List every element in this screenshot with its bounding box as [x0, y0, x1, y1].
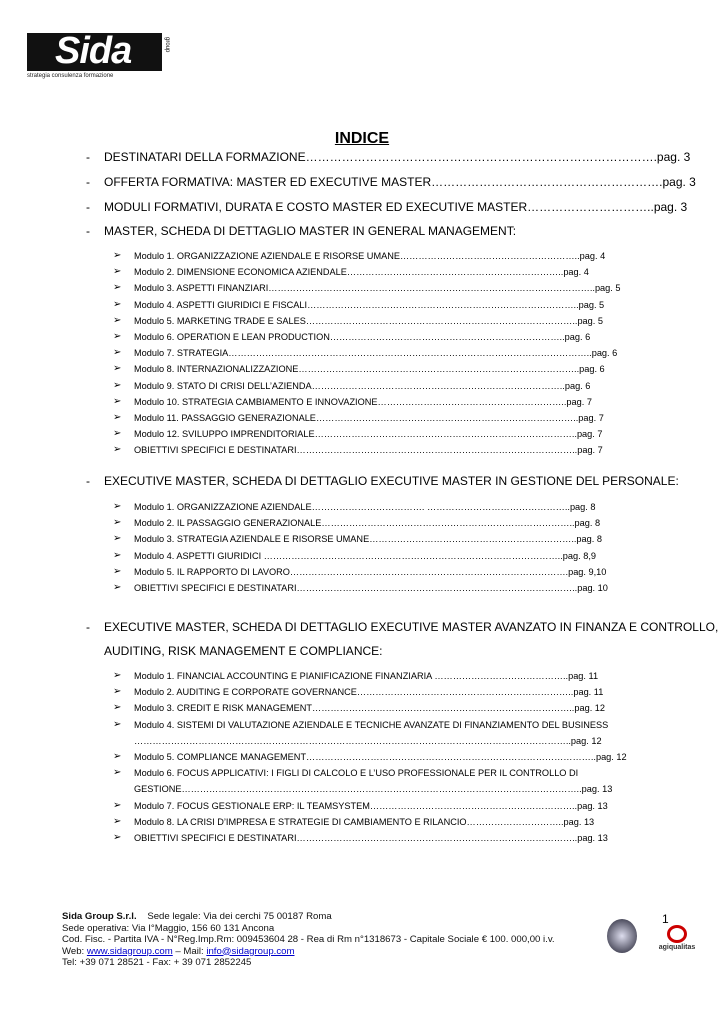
sida-logo	[27, 30, 172, 79]
arrow-bullet-icon: ➢	[113, 428, 122, 440]
dash-bullet: -	[86, 474, 90, 488]
toc-sub-entry-text: Modulo 3. STRATEGIA AZIENDALE E RISORSE UMANE…………………………………………………………..pag. 8	[134, 534, 602, 545]
phone-fax: Tel: +39 071 28521 - Fax: + 39 071 2852245	[62, 957, 252, 968]
toc-sub-entry-text: Modulo 6. FOCUS APPLICATIVI: I FIGLI DI CALCOLO E L’USO PROFESSIONALE PER IL CONTROLLO DI	[134, 768, 579, 779]
arrow-bullet-icon: ➢	[113, 444, 122, 456]
arrow-bullet-icon: ➢	[113, 686, 122, 698]
operative-address: Sede operativa: Via I°Maggio, 156 60 131 Ancona	[62, 922, 275, 934]
toc-entry-text: EXECUTIVE MASTER, SCHEDA DI DETTAGLIO EXECUTIVE MASTER AVANZATO IN FINANZA E CONTROLLO,	[104, 620, 719, 634]
toc-sub-entry-text: GESTIONE…………………………………………………………………………………………………………………..pag. 13	[134, 784, 613, 795]
dash-bullet: -	[86, 175, 90, 189]
toc-sub-entry-text: OBIETTIVI SPECIFICI E DESTINATARI………………………………………………………………………………..pag. 7	[134, 445, 603, 456]
toc-sub-entry-text: Modulo 5. MARKETING TRADE E SALES……………………………………………………………………………..pag. 5	[134, 315, 603, 326]
toc-entry-text: MASTER, SCHEDA DI DETTAGLIO MASTER IN GENERAL MANAGEMENT:	[104, 224, 517, 238]
web-label: Web:	[62, 945, 87, 957]
email-link[interactable]: info@sidagroup.com	[206, 945, 295, 957]
toc-entry-text: AUDITING, RISK MANAGEMENT E COMPLIANCE:	[104, 644, 383, 658]
agiqualitas-label: agiqualitas	[658, 944, 696, 951]
toc-sub-entry-text: Modulo 11. PASSAGGIO GENERAZIONALE…………………………………………………………………………..pag. 7	[134, 413, 604, 423]
toc-sub-entry-text: Modulo 2. DIMENSIONE ECONOMICA AZIENDALE……………………………………………………………..pag. 4	[134, 267, 589, 278]
arrow-bullet-icon: ➢	[113, 266, 122, 278]
dash-bullet: -	[86, 200, 90, 214]
arrow-bullet-icon: ➢	[113, 702, 122, 714]
arrow-bullet-icon: ➢	[113, 347, 122, 359]
dash-bullet: -	[86, 224, 90, 238]
toc-sub-entry-text: Modulo 9. STATO DI CRISI DELL’AZIENDA………………………………………………………………………..pag. 6	[134, 380, 591, 391]
toc-sub-entry-text: Modulo 10. STRATEGIA CAMBIAMENTO E INNOVAZIONE……………………………………………………..pag. 7	[134, 396, 592, 407]
toc-sub-entry-text: OBIETTIVI SPECIFICI E DESTINATARI………………………………………………………………………………..pag. 10	[134, 583, 608, 593]
agiqualitas-logo	[657, 925, 697, 961]
toc-sub-entry-text: Modulo 5. IL RAPPORTO DI LAVORO……………………………………………………………………………….pag. 9,10	[134, 566, 607, 577]
arrow-bullet-icon: ➢	[113, 815, 122, 827]
arrow-bullet-icon: ➢	[113, 314, 122, 326]
arrow-bullet-icon: ➢	[113, 670, 122, 681]
dash-bullet: -	[86, 620, 90, 634]
page-title: INDICE	[334, 130, 390, 147]
toc-sub-entry-text: OBIETTIVI SPECIFICI E DESTINATARI………………………………………………………………………………..pag. 13	[134, 833, 608, 843]
dash-bullet: -	[86, 150, 90, 164]
arrow-bullet-icon: ➢	[113, 331, 122, 342]
arrow-bullet-icon: ➢	[113, 549, 122, 561]
fiscal-info: Cod. Fisc. - Partita IVA - N°Reg.Imp.Rm: 009453604 28 - Rea di Rm n°1318673 - Capitale Sociale € 100. 000,00 i.v.	[62, 934, 555, 945]
toc-sub-entry-text: Modulo 12. SVILUPPO IMPRENDITORIALE…………………………………………………………………………..pag. 7	[134, 429, 603, 440]
page-number: 1	[662, 912, 669, 926]
logo-word: Sida	[55, 30, 132, 72]
toc-sub-entry-text: ……………………………………………………………………………………………………………………………..pag. 12	[134, 735, 602, 746]
toc-sub-entry-text: Modulo 1. ORGANIZZAZIONE AZIENDALE E RISORSE UMANE…………………………………………………..pag. 4	[134, 251, 606, 261]
toc-sub-entry-text: Modulo 8. INTERNAZIONALIZZAZIONE………………………………………………………………………………..pag. 6	[134, 364, 605, 375]
arrow-bullet-icon: ➢	[113, 767, 122, 779]
page-footer	[62, 911, 555, 969]
toc-entry-text: EXECUTIVE MASTER, SCHEDA DI DETTAGLIO EXECUTIVE MASTER IN GESTIONE DEL PERSONALE:	[104, 474, 679, 488]
agiqualitas-ring-icon	[667, 925, 687, 943]
arrow-bullet-icon: ➢	[113, 501, 122, 512]
toc-sub-entry-text: Modulo 1. FINANCIAL ACCOUNTING E PIANIFICAZIONE FINANZIARIA ……………………………………..pag. 11	[134, 671, 599, 681]
toc-sub-entry-text: Modulo 4. SISTEMI DI VALUTAZIONE AZIENDALE E TECNICHE AVANZATE DI FINANZIAMENTO DEL BUSINESS	[134, 719, 609, 730]
arrow-bullet-icon: ➢	[113, 517, 122, 529]
arrow-bullet-icon: ➢	[113, 832, 122, 843]
arrow-bullet-icon: ➢	[113, 282, 122, 294]
arrow-bullet-icon: ➢	[113, 582, 122, 593]
arrow-bullet-icon: ➢	[113, 298, 122, 310]
footer-line-legal	[62, 911, 555, 923]
toc-sub-entry-text: Modulo 6. OPERATION E LEAN PRODUCTION…………………………………………………………………..pag. 6	[134, 332, 591, 342]
toc-sub-entry-text: Modulo 1. ORGANIZZAZIONE AZIENDALE………………………………. ………………………………………..pag. 8	[134, 502, 596, 512]
toc-entry-text: DESTINATARI DELLA FORMAZIONE…………………………………………………………………………….pag. 3	[104, 150, 691, 164]
toc-sub-entry-text: Modulo 3. ASPETTI FINANZIARI……………………………………………………………………………………………..pag. 5	[134, 283, 621, 294]
accredia-seal-icon	[607, 919, 637, 953]
arrow-bullet-icon: ➢	[113, 363, 122, 375]
arrow-bullet-icon: ➢	[113, 395, 122, 407]
toc-sub-entry-text: Modulo 2. AUDITING E CORPORATE GOVERNANCE……………………………………………………………..pag. 11	[134, 687, 604, 698]
toc-sub-entry-text: Modulo 4. ASPETTI GIURIDICI E FISCALI……………………………………………………………………………..pag. 5	[134, 299, 605, 310]
arrow-bullet-icon: ➢	[113, 751, 122, 762]
footer-line-web	[62, 946, 555, 958]
toc-entry-text: OFFERTA FORMATIVA: MASTER ED EXECUTIVE MASTER………………………………………………….pag. 3	[104, 175, 696, 189]
legal-address: Sede legale: Via dei cerchi 75 00187 Roma	[147, 911, 332, 922]
arrow-bullet-icon: ➢	[113, 250, 122, 261]
arrow-bullet-icon: ➢	[113, 379, 122, 391]
website-link[interactable]: www.sidagroup.com	[86, 945, 173, 957]
toc-sub-entry-text: Modulo 7. STRATEGIA………………………………………………………………………………………………………..pag. 6	[134, 348, 618, 359]
toc-sub-entry-text: Modulo 3. CREDIT E RISK MANAGEMENT…………………………………………………………………………..pag. 12	[134, 703, 606, 714]
arrow-bullet-icon: ➢	[113, 412, 122, 423]
toc-sub-entry-text: Modulo 7. FOCUS GESTIONALE ERP: IL TEAMSYSTEM…………………………………………………………..pag. 13	[134, 800, 608, 811]
toc-sub-entry-text: Modulo 8. LA CRISI D’IMPRESA E STRATEGIE DI CAMBIAMENTO E RILANCIO…………………………..pag. 13	[134, 816, 595, 827]
arrow-bullet-icon: ➢	[113, 565, 122, 577]
arrow-bullet-icon: ➢	[113, 718, 122, 730]
arrow-bullet-icon: ➢	[113, 533, 122, 545]
logo-tagline: strategia consulenza formazione	[27, 73, 114, 79]
logo-group-label: group	[164, 37, 170, 53]
toc-sub-entry-text: Modulo 5. COMPLIANCE MANAGEMENT…………………………………………………………………………………..pag. 12	[134, 752, 627, 762]
arrow-bullet-icon: ➢	[113, 799, 122, 811]
mail-label: – Mail:	[172, 945, 207, 957]
toc-sub-entry-text: Modulo 2. IL PASSAGGIO GENERAZIONALE………………………………………………………………………..pag. 8	[134, 518, 601, 529]
toc-sub-entry-text: Modulo 4. ASPETTI GIURIDICI ……………………………………………………………………………………..pag. 8,9	[134, 550, 596, 561]
toc-entry-text: MODULI FORMATIVI, DURATA E COSTO MASTER ED EXECUTIVE MASTER…………………………..pag. 3	[104, 200, 688, 214]
company-name: Sida Group S.r.l.	[62, 911, 137, 922]
